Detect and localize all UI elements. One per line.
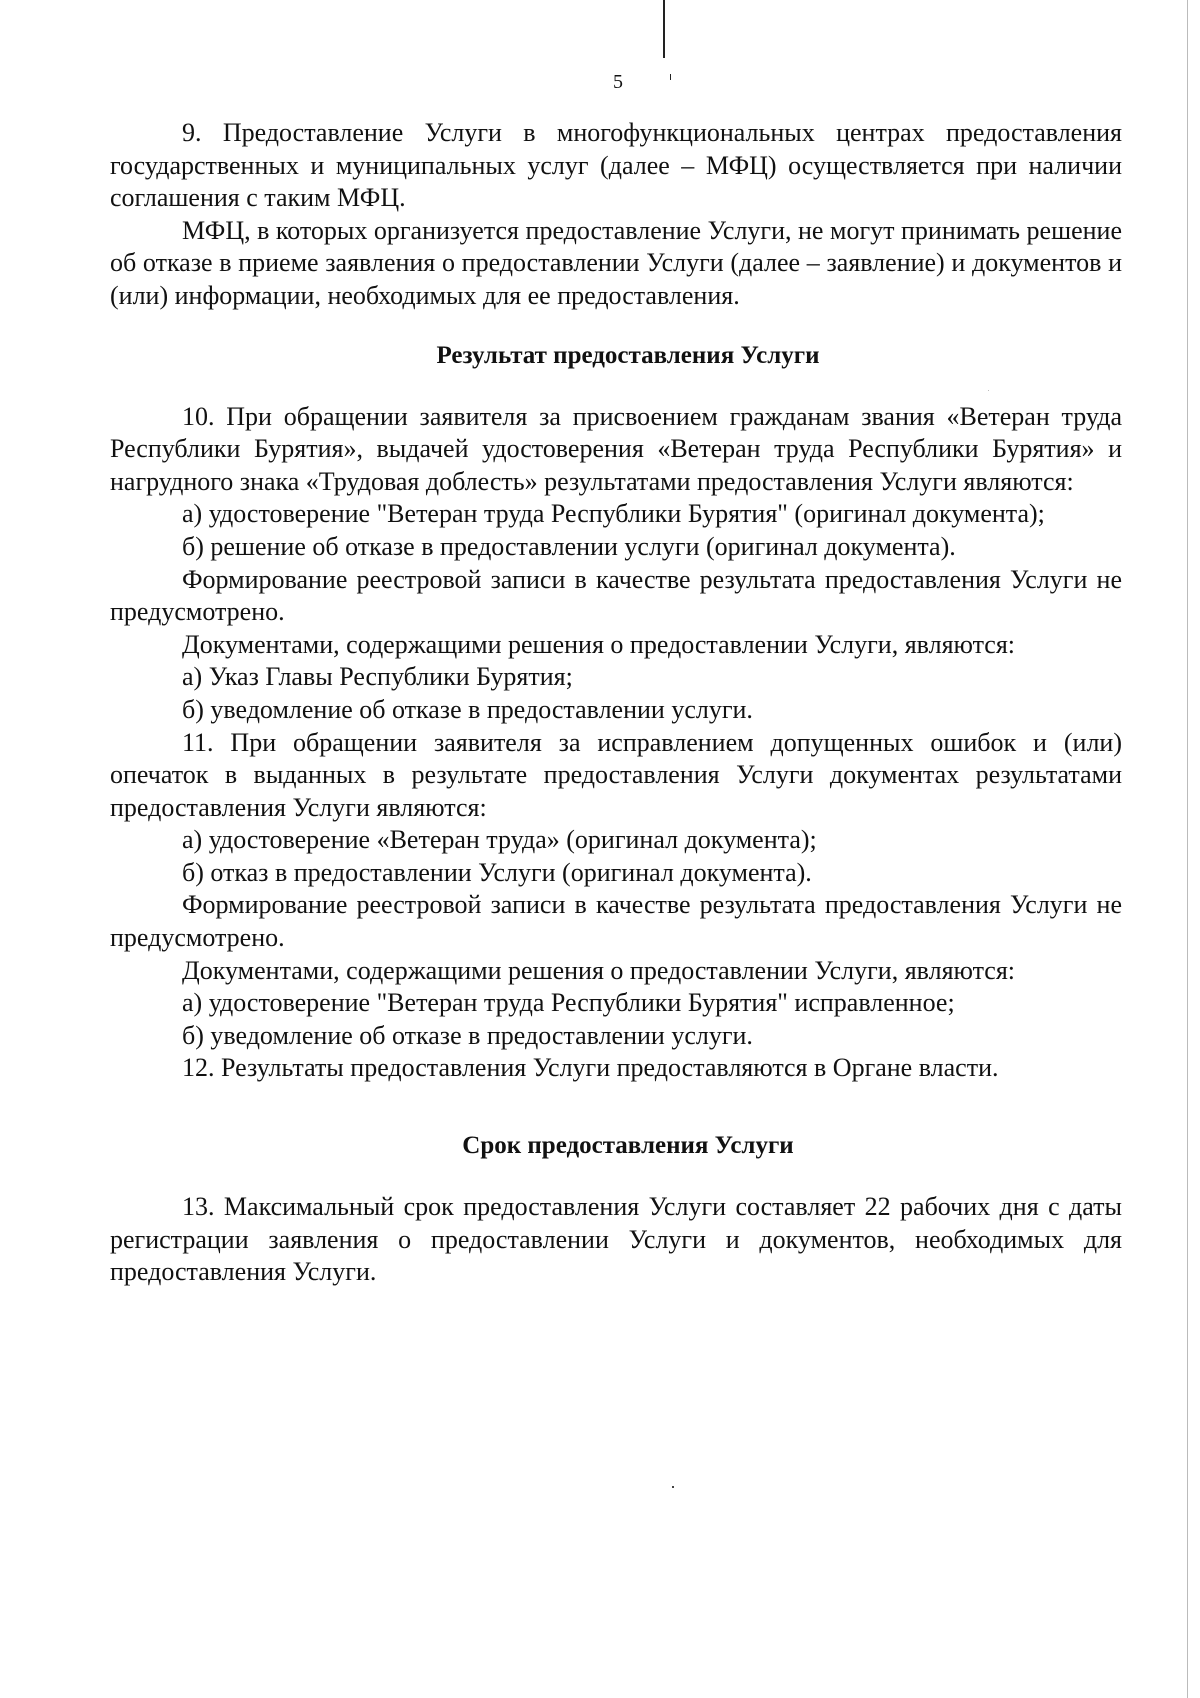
paragraph: Формирование реестровой записи в качестве результата предоставления Услуги не предусмотрено. [110,890,1122,953]
document-body [110,117,1122,1289]
paragraph: б) уведомление об отказе в предоставлении услуги. [182,694,753,724]
paragraph: 10. При обращении заявителя за присвоением гражданам звания «Ветеран труда Республики Бурятия», выдачей удостоверения «Ветеран труда Республики Бурятия» и нагрудного знака «Трудовая доблесть» результатами предоставления Услуги являются: [110,401,1122,496]
paragraph: Формирование реестровой записи в качестве результата предоставления Услуги не предусмотрено. [110,564,1122,627]
scan-speck [988,390,989,391]
paragraph: б) отказ в предоставлении Услуги (оригинал документа). [182,857,812,887]
paragraph: 11. При обращении заявителя за исправлением допущенных ошибок и (или) опечаток в выданных в результате предоставления Услуги документах результатами предоставления Услуги являются: [110,727,1122,822]
paragraph: 12. Результаты предоставления Услуги предоставляются в Органе власти. [182,1053,999,1083]
paragraph: а) удостоверение «Ветеран труда» (оригинал документа); [182,825,817,855]
scan-speck [672,1486,674,1488]
section-heading-term: Срок предоставления Услуги [462,1132,794,1160]
paragraph: а) удостоверение "Ветеран труда Республики Бурятия" исправленное; [182,988,955,1018]
paragraph: а) Указ Главы Республики Бурятия; [182,662,573,692]
paragraph: Документами, содержащими решения о предоставлении Услуги, являются: [182,955,1016,985]
paragraph: 13. Максимальный срок предоставления Услуги составляет 22 рабочих дня с даты регистрации заявления о предоставлении Услуги и документов, необходимых для предоставления Услуги. [110,1192,1122,1287]
paragraph: б) решение об отказе в предоставлении услуги (оригинал документа). [182,531,956,561]
paragraph: МФЦ, в которых организуется предоставление Услуги, не могут принимать решение об отказе в приеме заявления о предоставлении Услуги (далее – заявление) и документов и (или) информации, необходимых для ее предоставления. [110,215,1122,310]
section-heading-result: Результат предоставления Услуги [436,341,820,369]
paragraph: а) удостоверение "Ветеран труда Республики Бурятия" (оригинал документа); [182,499,1045,529]
scan-artifact-edge [1187,0,1188,1698]
scan-artifact-line [663,0,665,58]
paragraph: Документами, содержащими решения о предоставлении Услуги, являются: [182,629,1016,659]
paragraph: 9. Предоставление Услуги в многофункциональных центрах предоставления государственных и муниципальных услуг (далее – МФЦ) осуществляется при наличии соглашения с таким МФЦ. [110,118,1122,213]
paragraph: б) уведомление об отказе в предоставлении услуги. [182,1020,753,1050]
page-number: 5 [613,71,623,93]
